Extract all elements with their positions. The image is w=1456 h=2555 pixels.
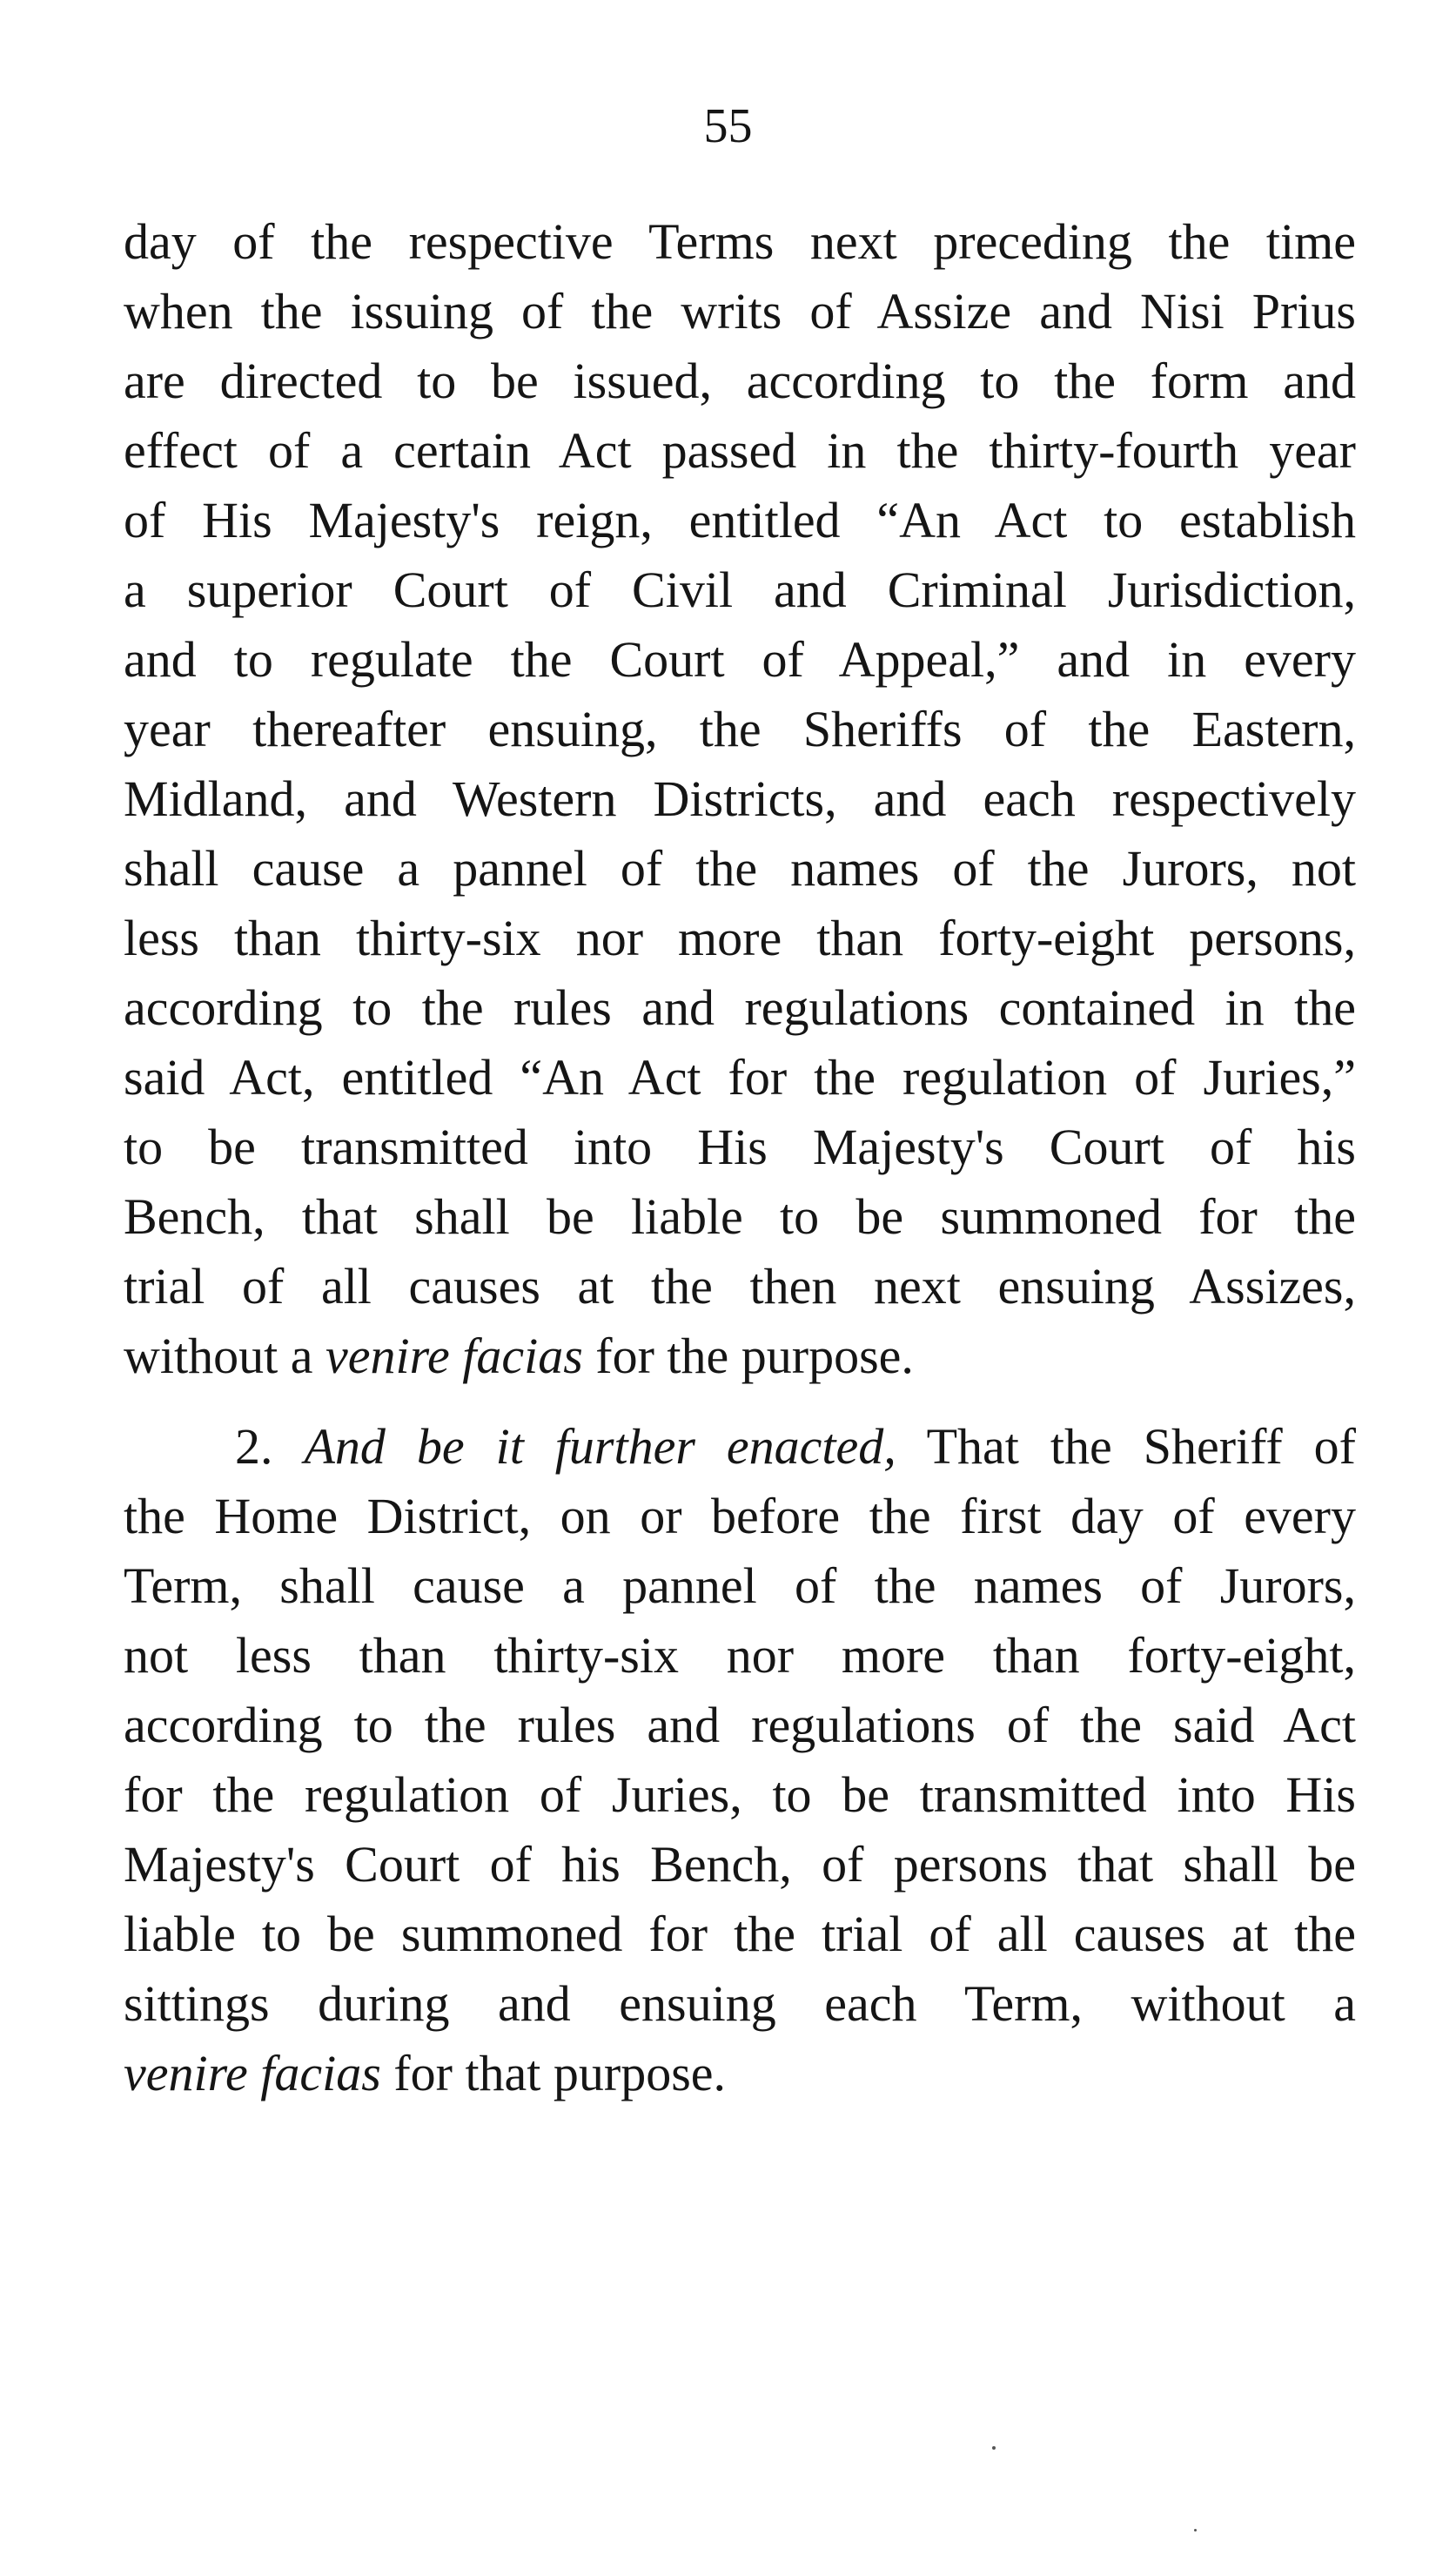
text-run: for the purpose.: [582, 1328, 914, 1384]
text-line: sittings during and ensuing each Term, without a: [124, 1975, 1356, 2032]
enacting-clause: And be it further enacted,: [304, 1418, 896, 1475]
text-line-last: [124, 1321, 1356, 1391]
text-run: That the Sheriff of: [896, 1418, 1356, 1475]
text-line: the Home District, on or before the first day of every: [124, 1488, 1356, 1544]
text-line: Term, shall cause a pannel of the names of Jurors,: [124, 1557, 1356, 1614]
text-line: liable to be summoned for the trial of all causes at the: [124, 1906, 1356, 1962]
text-line: year thereafter ensuing, the Sheriffs of the Eastern,: [124, 701, 1356, 757]
scan-speck: [992, 2446, 996, 2450]
text-run: without a: [124, 1328, 325, 1384]
text-line: according to the rules and regulations contained in the: [124, 979, 1356, 1036]
text-line: Midland, and Western Districts, and each respectively: [124, 770, 1356, 827]
text-line: a superior Court of Civil and Criminal Jurisdiction,: [124, 561, 1356, 618]
italic-term: venire facias: [124, 2045, 381, 2101]
text-line: trial of all causes at the then next ensuing Assizes,: [124, 1258, 1356, 1314]
text-line: said Act, entitled “An Act for the regulation of Juries,”: [124, 1049, 1356, 1106]
section-number: 2.: [235, 1418, 305, 1475]
text-line: for the regulation of Juries, to be transmitted into His: [124, 1766, 1356, 1823]
paragraph-1: [124, 207, 1356, 1391]
italic-term: venire facias: [325, 1328, 583, 1384]
text-line: Bench, that shall be liable to be summoned for the: [124, 1188, 1356, 1245]
text-line: are directed to be issued, according to the form and: [124, 353, 1356, 409]
text-line: Majesty's Court of his Bench, of persons that shall be: [124, 1836, 1356, 1893]
text-line: effect of a certain Act passed in the thirty-fourth year: [124, 422, 1356, 479]
text-line-last: [124, 2039, 1356, 2108]
text-line: day of the respective Terms next preceding the time: [124, 213, 1356, 270]
text-line: to be transmitted into His Majesty's Court of his: [124, 1119, 1356, 1175]
text-line: less than thirty-six nor more than forty-eight persons,: [124, 910, 1356, 966]
text-line: not less than thirty-six nor more than forty-eight,: [124, 1627, 1356, 1684]
page-number: 55: [703, 99, 753, 153]
scan-speck: [1194, 2529, 1197, 2531]
text-line: and to regulate the Court of Appeal,” and in every: [124, 631, 1356, 688]
text-line: shall cause a pannel of the names of the Jurors, not: [124, 840, 1356, 897]
paragraph-2: [124, 1412, 1356, 2108]
text-line: when the issuing of the writs of Assize and Nisi Prius: [124, 283, 1356, 340]
section-first-line: [124, 1412, 1356, 1482]
text-line: according to the rules and regulations of the said Act: [124, 1697, 1356, 1753]
text-run: for that purpose.: [380, 2045, 727, 2101]
text-line: of His Majesty's reign, entitled “An Act to establish: [124, 492, 1356, 548]
